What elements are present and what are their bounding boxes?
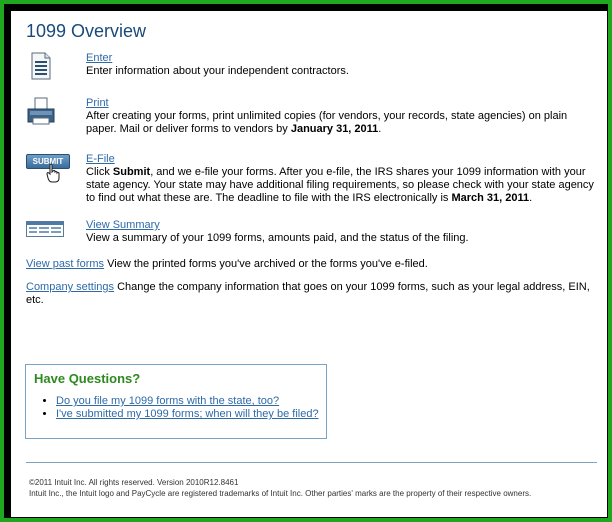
efile-deadline: March 31, 2011 — [451, 192, 530, 204]
summary-table-icon[interactable] — [26, 221, 64, 237]
past-forms-row — [26, 258, 596, 271]
trademark-text: Intuit Inc., the Intuit logo and PayCycle are registered trademarks of Intuit Inc. Other parties' marks are the property of their respective owners. — [29, 489, 532, 498]
questions-list — [36, 395, 319, 421]
efile-desc-submit: Submit — [112, 166, 151, 178]
printer-icon[interactable] — [26, 97, 56, 127]
company-settings-row — [26, 281, 596, 307]
list-item — [56, 395, 319, 408]
document-icon[interactable] — [26, 52, 52, 80]
print-deadline: January 31, 2011 — [290, 123, 379, 135]
footer-divider — [26, 462, 597, 463]
question-link-when-filed[interactable]: I've submitted my 1099 forms; when will they be filed? — [56, 408, 319, 420]
view-past-forms-link[interactable]: View past forms — [26, 258, 105, 270]
view-summary-link[interactable]: View Summary — [86, 219, 160, 231]
questions-box — [25, 364, 327, 439]
page-title: 1099 Overview — [26, 21, 147, 41]
submit-button-icon[interactable] — [26, 153, 70, 185]
question-link-state-filing[interactable]: Do you file my 1099 forms with the state, too? — [56, 395, 280, 407]
company-settings-link[interactable]: Company settings — [26, 281, 115, 293]
copyright-text: ©2011 Intuit Inc. All rights reserved. Version 2010R12.8461 — [29, 478, 239, 487]
questions-title: Have Questions? — [34, 371, 141, 386]
hand-cursor-icon — [46, 163, 60, 183]
summary-description: View a summary of your 1099 forms, amounts paid, and the status of the filing. — [86, 232, 469, 244]
print-description: After creating your forms, print unlimited copies (for vendors, your records, state agencies) on plain paper. Mail or deliver forms to vendors by — [86, 110, 568, 135]
efile-desc-click: Click — [86, 166, 110, 178]
submit-badge: SUBMIT — [26, 154, 70, 169]
company-settings-description: Change the company information that goes on your 1099 forms, such as your legal address, EIN, etc. — [26, 281, 590, 306]
efile-description: , and we e-file your forms. After you e-file, the IRS shares your 1099 information with your state agency. Your state may have additional filing requirements, so please check with your state agency to find out what these are. The deadline to file with the IRS electronically is — [86, 166, 594, 204]
enter-description: Enter information about your independent contractors. — [86, 65, 349, 77]
efile-period: . — [529, 192, 533, 204]
enter-link[interactable]: Enter — [86, 52, 113, 64]
past-forms-description: View the printed forms you've archived or the forms you've e-filed. — [107, 258, 428, 270]
print-link[interactable]: Print — [86, 97, 109, 109]
efile-link[interactable]: E-File — [86, 153, 115, 165]
list-item — [56, 408, 319, 421]
overview-page — [11, 11, 607, 517]
print-period: . — [378, 123, 382, 135]
